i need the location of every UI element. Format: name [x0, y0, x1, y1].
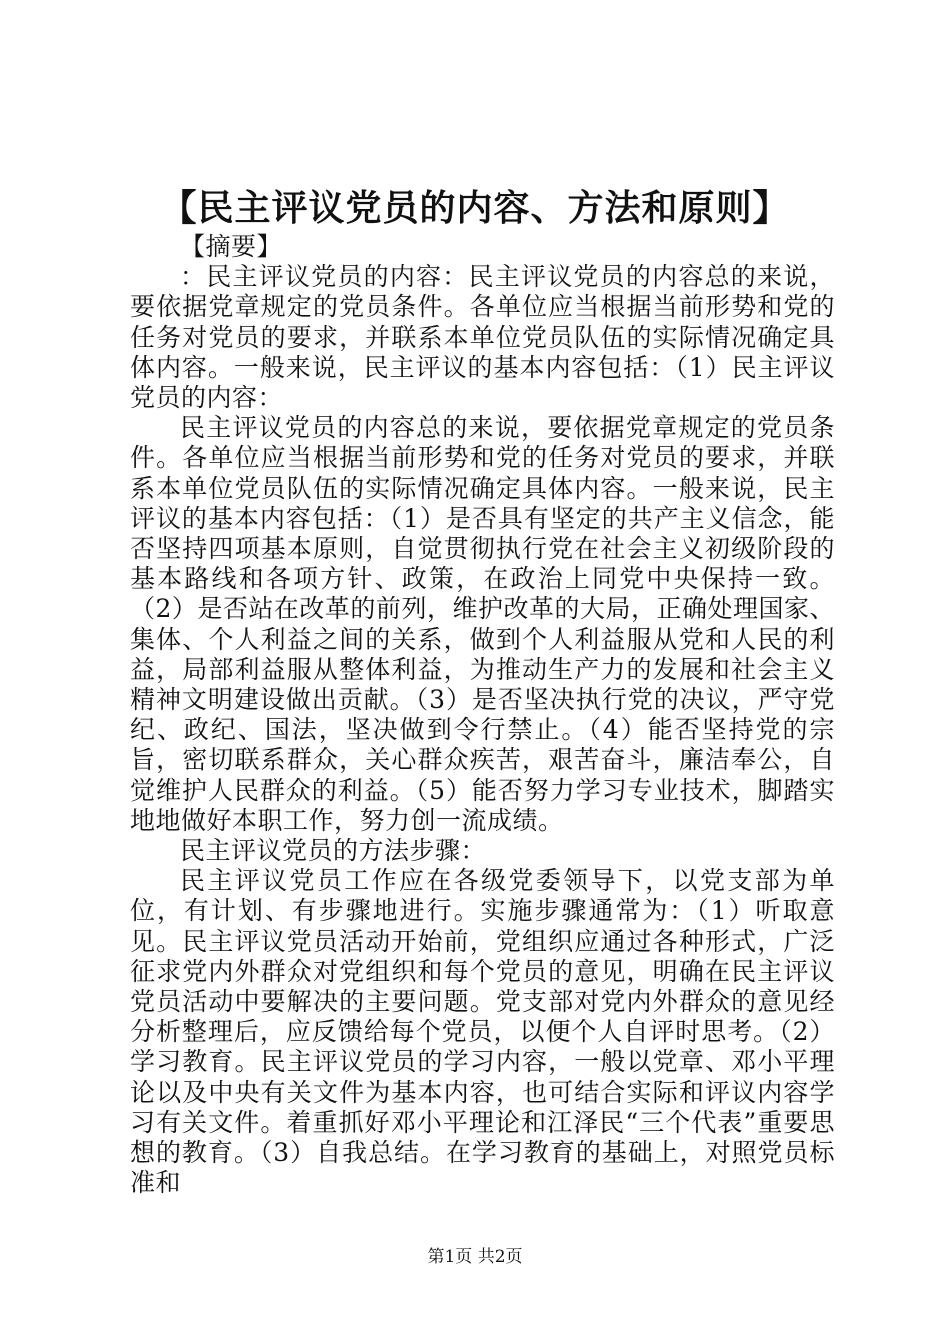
paragraph-methods-heading: 民主评议党员的方法步骤： [180, 836, 487, 866]
abstract-label: 【摘要】 [180, 232, 283, 261]
paragraph-abstract: ：民主评议党员的内容：民主评议党员的内容总的来说，要依据党章规定的党员条件。各单位应当根据当前形势和党的任务对党员的要求，并联系本单位党员队伍的实际情况确定具体内容。一般来说，民主评议的基本内容包括：（1）民主评议党员的内容： [130, 262, 835, 413]
document-title: 【民主评议党员的内容、方法和原则】 [160, 187, 790, 229]
page-footer: 第1页 共2页 [427, 1247, 523, 1267]
document-body [130, 232, 835, 1199]
paragraph-methods: 民主评议党员工作应在各级党委领导下，以党支部为单位，有计划、有步骤地进行。实施步骤通常为：（1）听取意见。民主评议党员活动开始前，党组织应通过各种形式，广泛征求党内外群众对党组织和每个党员的意见，明确在民主评议党员活动中要解决的主要问题。党支部对党内外群众的意见经分析整理后，应反馈给每个党员，以便个人自评时思考。（2）学习教育。民主评议党员的学习内容，一般以党章、邓小平理论以及中央有关文件为基本内容，也可结合实际和评议内容学习有关文件。着重抓好邓小平理论和江泽民“三个代表”重要思想的教育。（3）自我总结。在学习教育的基础上，对照党员标准和 [130, 866, 835, 1198]
paragraph-content: 民主评议党员的内容总的来说，要依据党章规定的党员条件。各单位应当根据当前形势和党的任务对党员的要求，并联系本单位党员队伍的实际情况确定具体内容。一般来说，民主评议的基本内容包括：（1）是否具有坚定的共产主义信念，能否坚持四项基本原则，自觉贯彻执行党在社会主义初级阶段的基本路线和各项方针、政策，在政治上同党中央保持一致。（2）是否站在改革的前列，维护改革的大局，正确处理国家、集体、个人利益之间的关系，做到个人利益服从党和人民的利益，局部利益服从整体利益，为推动生产力的发展和社会主义精神文明建设做出贡献。（3）是否坚决执行党的决议，严守党纪、政纪、国法，坚决做到令行禁止。（4）能否坚持党的宗旨，密切联系群众，关心群众疾苦，艰苦奋斗，廉洁奉公，自觉维护人民群众的利益。（5）能否努力学习专业技术，脚踏实地地做好本职工作，努力创一流成绩。 [130, 413, 835, 835]
